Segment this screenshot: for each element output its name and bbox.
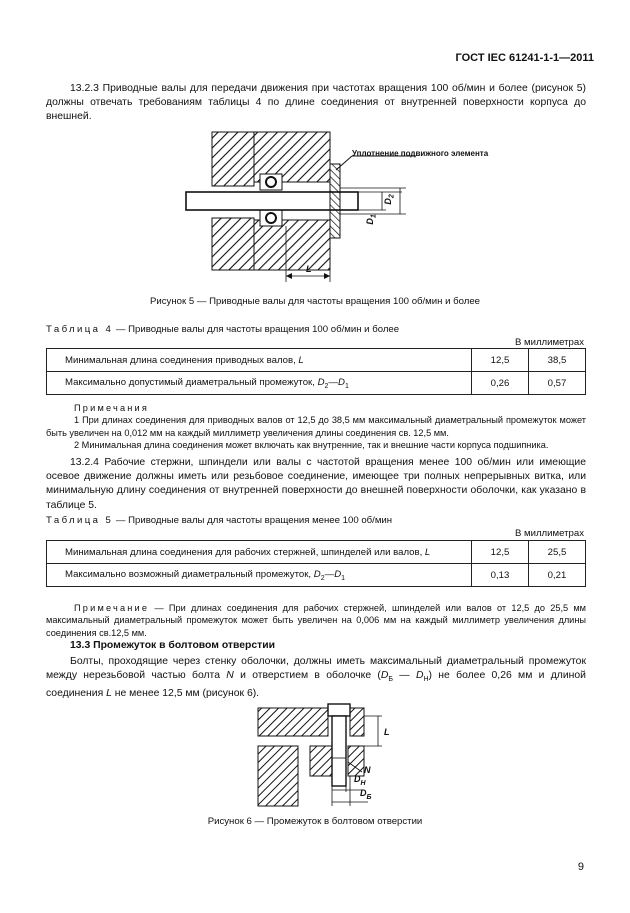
note-1: 1 При длинах соединения для приводных валов от 12,5 до 38,5 мм максимальный диаметральный промежуток может быть увеличен на 0,012 мм на каждый миллиметр увеличения длины соединения св. 12,5 мм. xyxy=(46,415,586,438)
figure-6-drawing xyxy=(250,702,400,810)
notes-title: Примечания xyxy=(74,403,150,413)
table-5-title: Таблица 5 — Приводные валы для частоты вращения менее 100 об/мин xyxy=(46,515,393,526)
table-cell-value: 0,21 xyxy=(529,564,586,587)
table-row xyxy=(47,541,586,564)
paragraph-13-2-4: 13.2.4 Рабочие стержни, шпиндели или валы с частотой вращения менее 100 об/мин или имеющие осевое движение должны иметь или резьбовое соединение, имеющее три полных непрерывных витка, или минимальную длину соединения от внутренней поверхности до внешней поверхности оболочки, как указано в таблице 5. xyxy=(46,457,586,511)
figure-6-caption: Рисунок 6 — Промежуток в болтовом отверстии xyxy=(207,816,423,827)
table-cell-label: Максимально допустимый диаметральный промежуток, $D_2—D_1$ xyxy=(47,372,472,395)
figure-5-label-D2: $D_2$ xyxy=(382,194,396,205)
housing-bottom xyxy=(254,220,330,270)
table-row xyxy=(47,564,586,587)
page-number: 9 xyxy=(577,861,584,873)
notes-table-4 xyxy=(46,402,586,452)
figure-6-label-DB: $D_Б$ xyxy=(360,788,372,801)
figure-6-label-N: N xyxy=(364,765,371,775)
seal xyxy=(330,164,340,238)
table-4-unit: В миллиметрах xyxy=(514,337,584,348)
figure-5-callout: Уплотнение подвижного элемента xyxy=(352,149,489,158)
table-4-title: Таблица 4 — Приводные валы для частоты вращения 100 об/мин и более xyxy=(46,324,400,335)
section-13-3-heading: 13.3 Промежуток в болтовом отверстии xyxy=(70,640,276,651)
figure-5-label-L: L xyxy=(306,264,312,274)
table-cell-value: 38,5 xyxy=(529,349,586,372)
document-header: ГОСТ IEC 61241-1-1—2011 xyxy=(455,52,594,64)
paragraph-13-3: Болты, проходящие через стенку оболочки, должны иметь максимальный диаметральный промежуток между нерезьбовой частью болта N и отверстием в оболочке ($D_Б$ — $D_Н$) не более 0,26 мм и длиной соединения L не менее 12,5 мм (рисунок 6). xyxy=(46,656,586,700)
table-cell-label: Максимально возможный диаметральный промежуток, $D_2—D_1$ xyxy=(47,564,472,587)
table-cell-value: 12,5 xyxy=(472,541,529,564)
figure-6-label-DH: $D_H$ xyxy=(354,774,366,787)
table-cell-value: 0,26 xyxy=(472,372,529,395)
table-4 xyxy=(46,348,586,395)
paragraph-13-2-3: 13.2.3 Приводные валы для передачи движения при частотах вращения 100 об/мин и более (рисунок 5) должны отвечать требованиям таблицы 4 по длине соединения от внутренней поверхности корпуса до внешней. xyxy=(46,83,586,123)
figure-6-label-L: L xyxy=(384,727,390,737)
table-cell-value: 0,57 xyxy=(529,372,586,395)
table-cell-label: Минимальная длина соединения для рабочих стержней, шпинделей или валов, L xyxy=(47,541,472,564)
wall-left-top xyxy=(212,132,254,186)
table-row xyxy=(47,349,586,372)
table-5-unit: В миллиметрах xyxy=(514,528,584,539)
table-cell-value: 25,5 xyxy=(529,541,586,564)
table-row xyxy=(47,372,586,395)
table-cell-label: Минимальная длина соединения приводных валов, L xyxy=(47,349,472,372)
figure-5-label-D1: $D_1$ xyxy=(364,214,378,225)
figure-5-caption: Рисунок 5 — Приводные валы для частоты вращения 100 об/мин и более xyxy=(149,296,481,307)
table-cell-value: 0,13 xyxy=(472,564,529,587)
table-5 xyxy=(46,540,586,587)
table-cell-value: 12,5 xyxy=(472,349,529,372)
wall-left-bottom xyxy=(212,218,254,270)
note-table-5: Примечание — При длинах соединения для рабочих стержней, шпинделей или валов от 12,5 до 25,5 мм максимальный диаметральный промежуток может быть увеличен на 0,006 мм на каждый миллиметр увеличения длины соединения св.12,5 мм. xyxy=(46,603,586,638)
note-2: 2 Минимальная длина соединения может включать как внутренние, так и внешние части корпуса подшипника. xyxy=(74,440,549,451)
